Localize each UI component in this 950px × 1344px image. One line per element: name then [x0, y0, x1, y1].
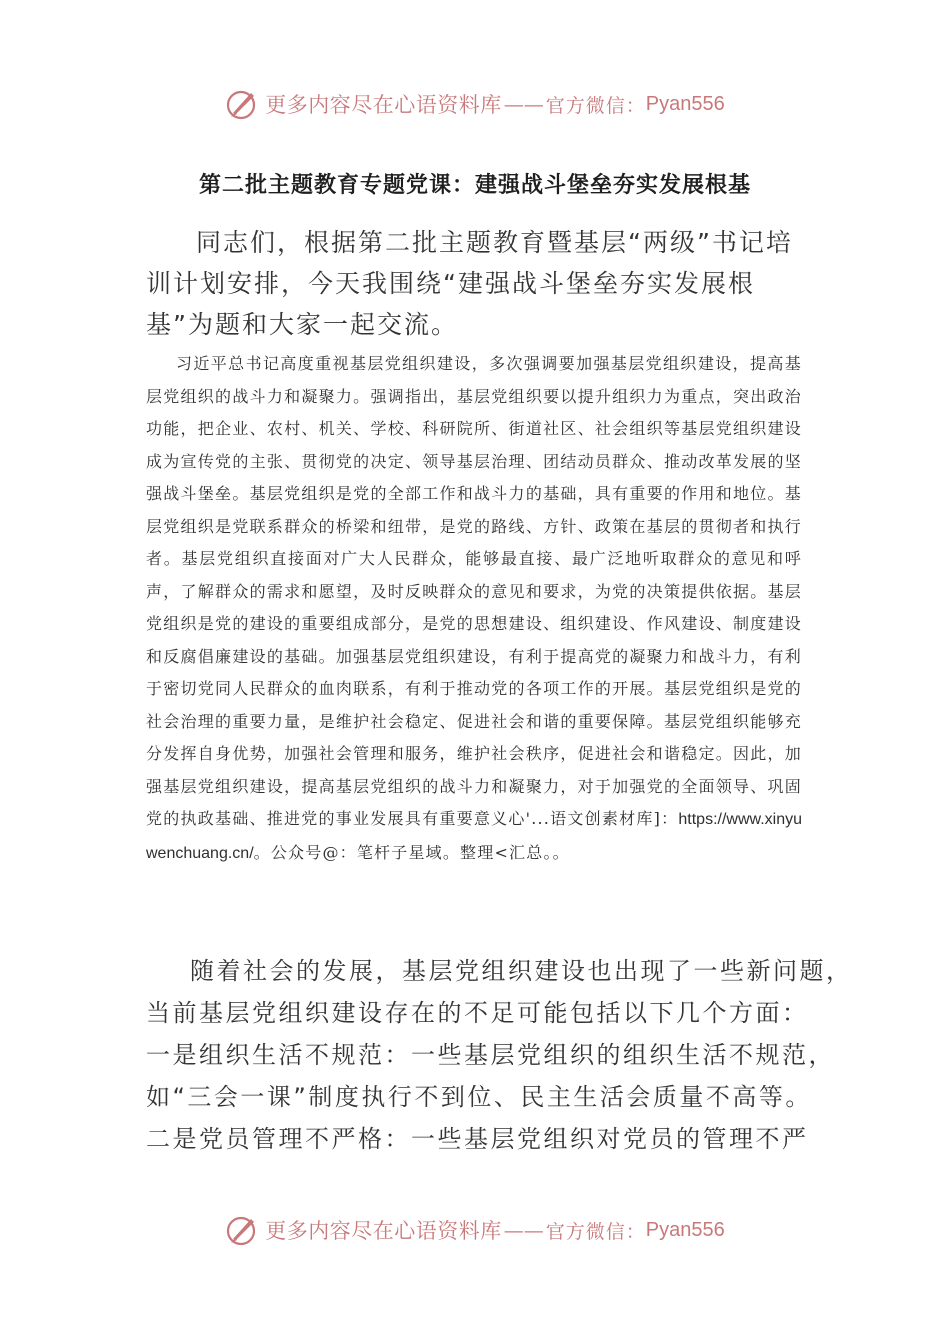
banner-wechat-label: 官方微信： — [545, 1220, 646, 1243]
issues-line: 随着社会的发展，基层党组织建设也出现了一些新问题， — [190, 957, 853, 985]
footer-watermark — [0, 1210, 950, 1250]
banner-wechat-label: 官方微信： — [545, 94, 646, 117]
banner-brand: 更多内容尽在心语资料库 — [265, 93, 502, 117]
issues-paragraph — [146, 950, 853, 1160]
document-title: 第二批主题教育专题党课：建强战斗堡垒夯实发展根基 — [198, 173, 751, 198]
issues-line: 当前基层党组织建设存在的不足可能包括以下几个方面： — [146, 999, 809, 1027]
main-paragraph-tail: 。公众号@：笔杆子星域。整理<汇总。。 — [253, 842, 570, 862]
banner-dash: —— — [503, 92, 544, 116]
banner-wechat-id: Pyan556 — [645, 1218, 725, 1241]
intro-paragraph: 同志们，根据第二批主题教育暨基层“两级”书记培训计划安排，今天我围绕“建强战斗堡垒夯实发展根基”为题和大家一起交流。 — [146, 228, 793, 339]
issues-line: 一是组织生活不规范：一些基层党组织的组织生活不规范， — [146, 1041, 835, 1069]
main-paragraph-text: 习近平总书记高度重视基层党组织建设，多次强调要加强基层党组织建设，提高基层党组织的战斗力和凝聚力。强调指出，基层党组织要以提升组织力为重点，突出政治功能，把企业、农村、机关、学校、科研院所、街道社区、社会组织等基层党组织建设成为宣传党的主张、贯彻党的决定、领导基层治理、团结动员群众、推动改革发展的坚强战斗堡垒。基层党组织是党的全部工作和战斗力的基础，具有重要的作用和地位。基层党组织是党联系群众的桥梁和纽带，是党的路线、方针、政策在基层的贯彻者和执行者。基层党组织直接面对广大人民群众，能够最直接、最广泛地听取群众的意见和呼声，了解群众的需求和愿望，及时反映群众的意见和要求，为党的决策提供依据。基层党组织是党的建设的重要组成部分，是党的思想建设、组织建设、作风建设、制度建设和反腐倡廉建设的基础。加强基层党组织建设，有利于提高党的凝聚力和战斗力，有利于密切党同人民群众的血肉联系，有利于推动党的各项工作的开展。基层党组织是党的社会治理的重要力量，是维护社会稳定、促进社会和谐的重要保障。基层党组织能够充分发挥自身优势，加强社会管理和服务，维护社会秩序，促进社会和谐稳定。因此，加强基层党组织建设，提高基层党组织的战斗力和凝聚力，对于加强党的全面领导、巩固党的执政基础、推进党的事业发展具有重要意义心'...语文创素材库]： — [146, 354, 802, 828]
quill-logo-icon — [225, 87, 259, 121]
issues-line: 二是党员管理不严格：一些基层党组织对党员的管理不严 — [146, 1125, 809, 1153]
header-watermark — [0, 84, 950, 124]
main-paragraph — [146, 348, 802, 870]
source-url: https://www.xinyuwenchuang.cn/ — [146, 811, 802, 862]
banner-dash: —— — [503, 1218, 544, 1242]
banner-wechat-id: Pyan556 — [645, 92, 725, 115]
issues-line: 如“三会一课”制度执行不到位、民主生活会质量不高等。 — [146, 1083, 812, 1111]
banner-brand: 更多内容尽在心语资料库 — [265, 1219, 502, 1243]
quill-logo-icon — [225, 1213, 259, 1247]
